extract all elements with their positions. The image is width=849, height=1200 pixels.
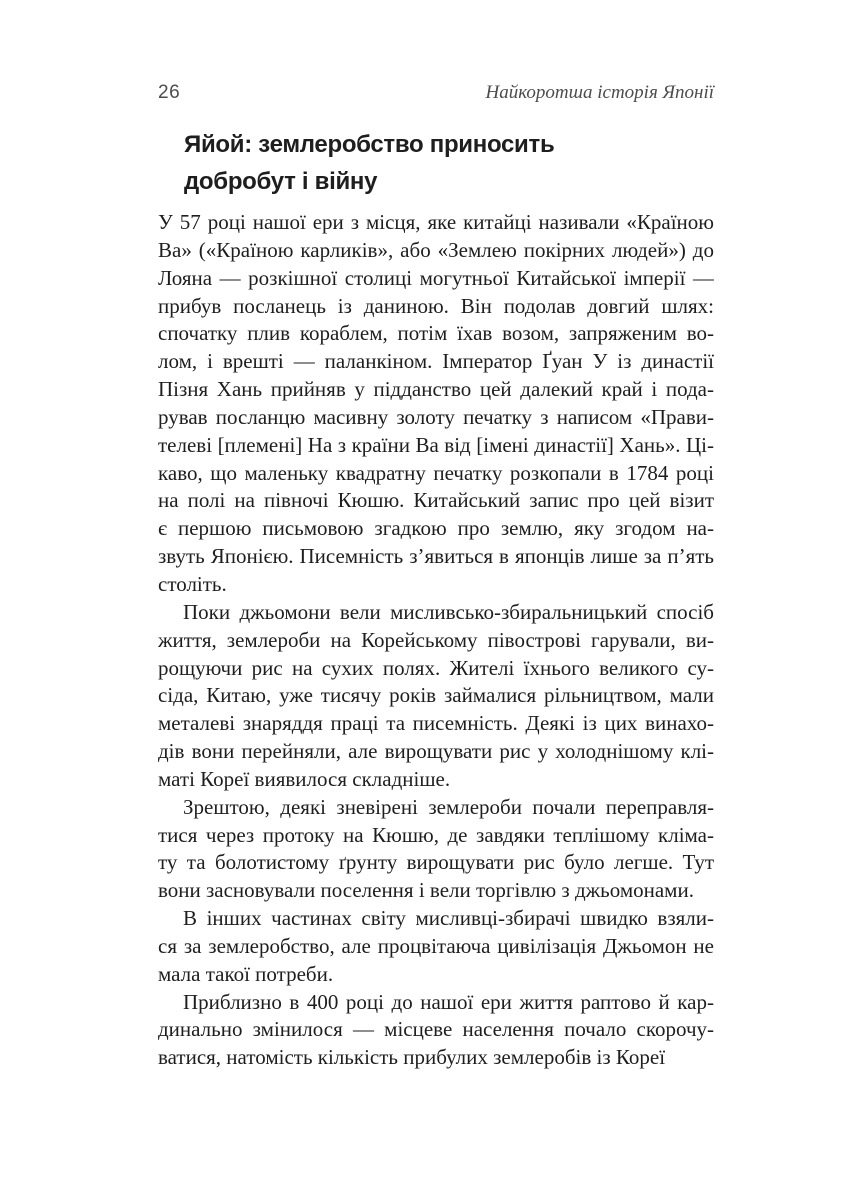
body-line: телеві [племені] На з країни Ва від [імені династії] Хань». Ці- bbox=[158, 432, 714, 457]
chapter-heading bbox=[184, 126, 554, 200]
body-line: Лояна — розкішної столиці могутньої Китайської імперії — bbox=[158, 265, 714, 290]
body-line: Поки джьомони вели мисливсько-збиральницький спосіб bbox=[183, 599, 714, 624]
body-line: спочатку плив кораблем, потім їхав возом, запряженим во- bbox=[158, 321, 714, 346]
body-line: Зрештою, деякі зневірені землероби почали переправля- bbox=[183, 794, 714, 819]
body-line: Пізня Хань прийняв у підданство цей далекий край і пода- bbox=[158, 377, 714, 402]
body-line: рощуючи рис на сухих полях. Жителі їхнього великого су- bbox=[158, 655, 714, 680]
body-line: мала такої потреби. bbox=[158, 961, 334, 986]
paragraph bbox=[158, 989, 714, 1073]
body-line: ся за землеробство, але процвітаюча цивілізація Джьомон не bbox=[158, 933, 714, 958]
body-line: Приблизно в 400 році до нашої ери життя раптово й кар- bbox=[183, 989, 714, 1014]
paragraph bbox=[158, 905, 714, 989]
paragraph bbox=[158, 209, 714, 599]
body-line: звуть Японією. Писемність з’явиться в японців лише за п’ять bbox=[158, 544, 714, 569]
body-line: ватися, натомість кількість прибулих землеробів із Кореї bbox=[158, 1045, 666, 1070]
chapter-heading-line: добробут і війну bbox=[184, 168, 378, 195]
body-line: рував посланцю масивну золоту печатку з написом «Прави- bbox=[158, 404, 714, 429]
body-line: на полі на півночі Кюшю. Китайський запис про цей візит bbox=[158, 488, 714, 513]
body-line: Ва» («Країною карликів», або «Землею покірних людей») до bbox=[158, 237, 714, 262]
body-line: динально змінилося — місцеве населення почало скорочу- bbox=[158, 1017, 714, 1042]
body-line: життя, землероби на Корейському півострові гарували, ви- bbox=[158, 627, 714, 652]
paragraph bbox=[158, 599, 714, 794]
paragraph bbox=[158, 794, 714, 905]
body-line: металеві знаряддя праці та писемність. Деякі із цих винахо- bbox=[158, 711, 714, 736]
body-line: лом, і врешті — паланкіном. Імператор Ґуан У із династії bbox=[158, 349, 714, 374]
running-title: Найкоротша історія Японії bbox=[485, 82, 714, 103]
body-line: прибув посланець із даниною. Він подолав довгий шлях: bbox=[158, 293, 714, 318]
body-line: століть. bbox=[158, 571, 227, 596]
body-line: У 57 році нашої ери з місця, яке китайці називали «Країною bbox=[158, 210, 714, 234]
page-number: 26 bbox=[158, 82, 181, 103]
running-header bbox=[158, 82, 714, 104]
body-line: вони засновували поселення і вели торгівлю з джьомонами. bbox=[158, 878, 694, 903]
body-line: є першою письмовою згадкою про землю, яку згодом на- bbox=[158, 516, 714, 541]
body-line: дів вони перейняли, але вирощувати рис у холоднішому клі- bbox=[158, 739, 714, 764]
body-line: ту та болотистому ґрунту вирощувати рис було легше. Тут bbox=[158, 850, 714, 875]
body-line: каво, що маленьку квадратну печатку розкопали в 1784 році bbox=[158, 460, 714, 485]
body-line: В інших частинах світу мисливці-збирачі швидко взяли- bbox=[183, 906, 714, 931]
body-line: тися через протоку на Кюшю, де завдяки теплішому кліма- bbox=[158, 822, 714, 847]
body-line: сіда, Китаю, уже тисячу років займалися рільництвом, мали bbox=[158, 683, 714, 708]
page-body bbox=[158, 209, 714, 1072]
body-line: маті Кореї виявилося складніше. bbox=[158, 766, 451, 791]
chapter-heading-line: Яйой: землеробство приносить bbox=[184, 131, 555, 158]
